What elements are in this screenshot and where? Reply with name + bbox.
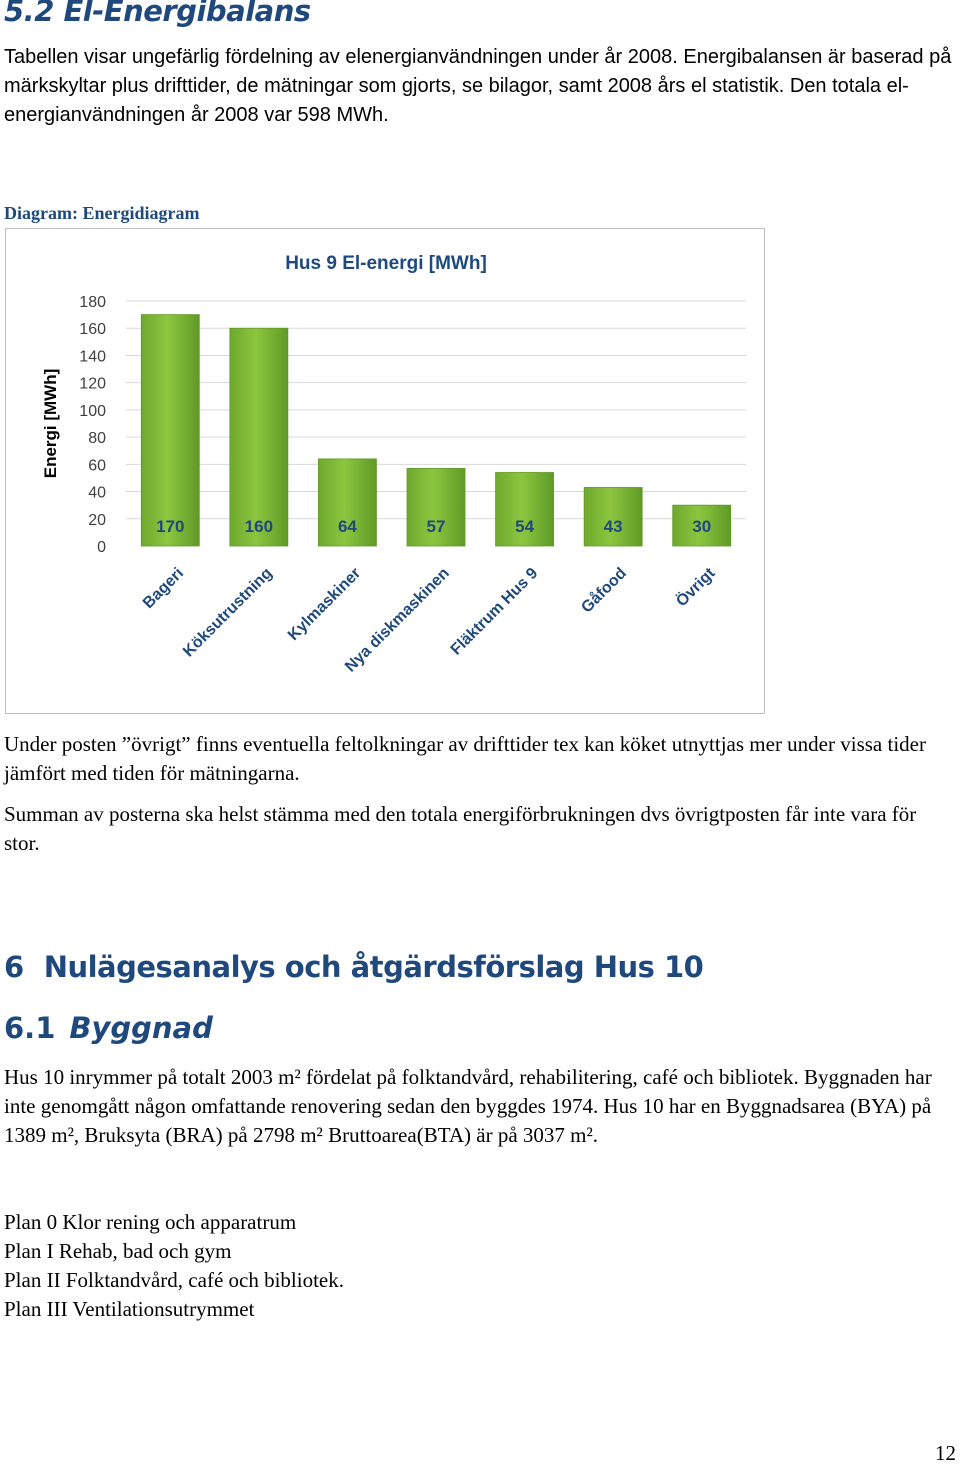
subsection-title: Byggnad: [69, 1011, 213, 1045]
paragraph-ovrigt: Under posten ”övrigt” finns eventuella feltolkningar av drifttider tex kan köket utnyttjas mer under vissa tider jämfört med tiden för mätningarna.: [4, 732, 926, 785]
chapter-title: Nulägesanalys och åtgärdsförslag Hus 10: [43, 950, 704, 984]
data-label: 170: [156, 517, 185, 536]
category-label: Nya diskmaskinen: [342, 564, 453, 676]
chapter-number: 6: [4, 950, 24, 984]
category-label: Gåfood: [578, 564, 630, 617]
figure-caption: Diagram: Energidiagram: [4, 203, 200, 223]
plan-item: Plan III Ventilationsutrymmet: [4, 1297, 255, 1321]
section-title: El-Energibalans: [63, 0, 311, 28]
category-label: Köksutrustning: [180, 564, 276, 661]
subsection-heading: [4, 1011, 213, 1045]
category-label: Övrigt: [673, 564, 719, 611]
y-tick-label: 120: [79, 375, 106, 393]
y-tick-label: 140: [79, 348, 106, 366]
chapter-heading: [4, 950, 703, 984]
y-tick-label: 0: [97, 539, 106, 556]
plan-item: Plan I Rehab, bad och gym: [4, 1239, 232, 1263]
plan-item: Plan 0 Klor rening och apparatrum: [4, 1210, 297, 1234]
y-tick-label: 80: [88, 430, 106, 448]
plan-item: Plan II Folktandvård, café och bibliotek.: [4, 1268, 344, 1292]
y-tick-label: 180: [79, 294, 106, 311]
category-label: Bageri: [139, 564, 188, 613]
category-label: Kylmaskiner: [284, 564, 365, 645]
paragraph-summan: Summan av posterna ska helst stämma med den totala energiförbrukningen dvs övrigtposten får inte vara för stor.: [4, 802, 917, 855]
chart-svg: [6, 229, 766, 715]
data-label: 43: [603, 517, 623, 536]
data-label: 54: [515, 517, 535, 536]
y-tick-label: 60: [88, 457, 106, 475]
subsection-number: 6.1: [4, 1011, 56, 1045]
chart-title: Hus 9 El-energi [MWh]: [285, 253, 487, 274]
page-number: 12: [935, 1441, 956, 1465]
data-label: 30: [692, 517, 712, 536]
y-tick-label: 160: [79, 321, 106, 339]
energy-bar-chart: [5, 228, 765, 714]
data-label: 57: [426, 517, 446, 536]
intro-paragraph: Tabellen visar ungefärlig fördelning av elenergianvändningen under år 2008. Energibalansen är baserad på märkskyltar plus drifttider, de mätningar som gjorts, se bilagor, samt 2008 års el statistik. Den totala el-energianvändningen år 2008 var 598 MWh.: [4, 46, 952, 126]
section-heading: [4, 0, 311, 28]
y-tick-label: 20: [88, 511, 106, 529]
bar: [230, 328, 288, 546]
data-label: 64: [337, 517, 357, 536]
data-label: 160: [244, 517, 274, 536]
y-tick-label: 40: [88, 484, 106, 502]
y-axis-label: Energi [MWh]: [41, 368, 60, 479]
y-tick-label: 100: [79, 402, 106, 420]
category-label: Fläktrum Hus 9: [447, 564, 542, 659]
building-paragraph: Hus 10 inrymmer på totalt 2003 m² fördelat på folktandvård, rehabilitering, café och bibliotek. Byggnaden har inte genomgått någon omfattande renovering sedan den byggdes 1974. Hus 10 har en Byggnadsarea (BYA) på 1389 m², Bruksyta (BRA) på 2798 m² Bruttoarea(BTA) är på 3037 m².: [4, 1065, 932, 1147]
section-number: 5.2: [4, 0, 54, 28]
bar: [141, 315, 199, 546]
